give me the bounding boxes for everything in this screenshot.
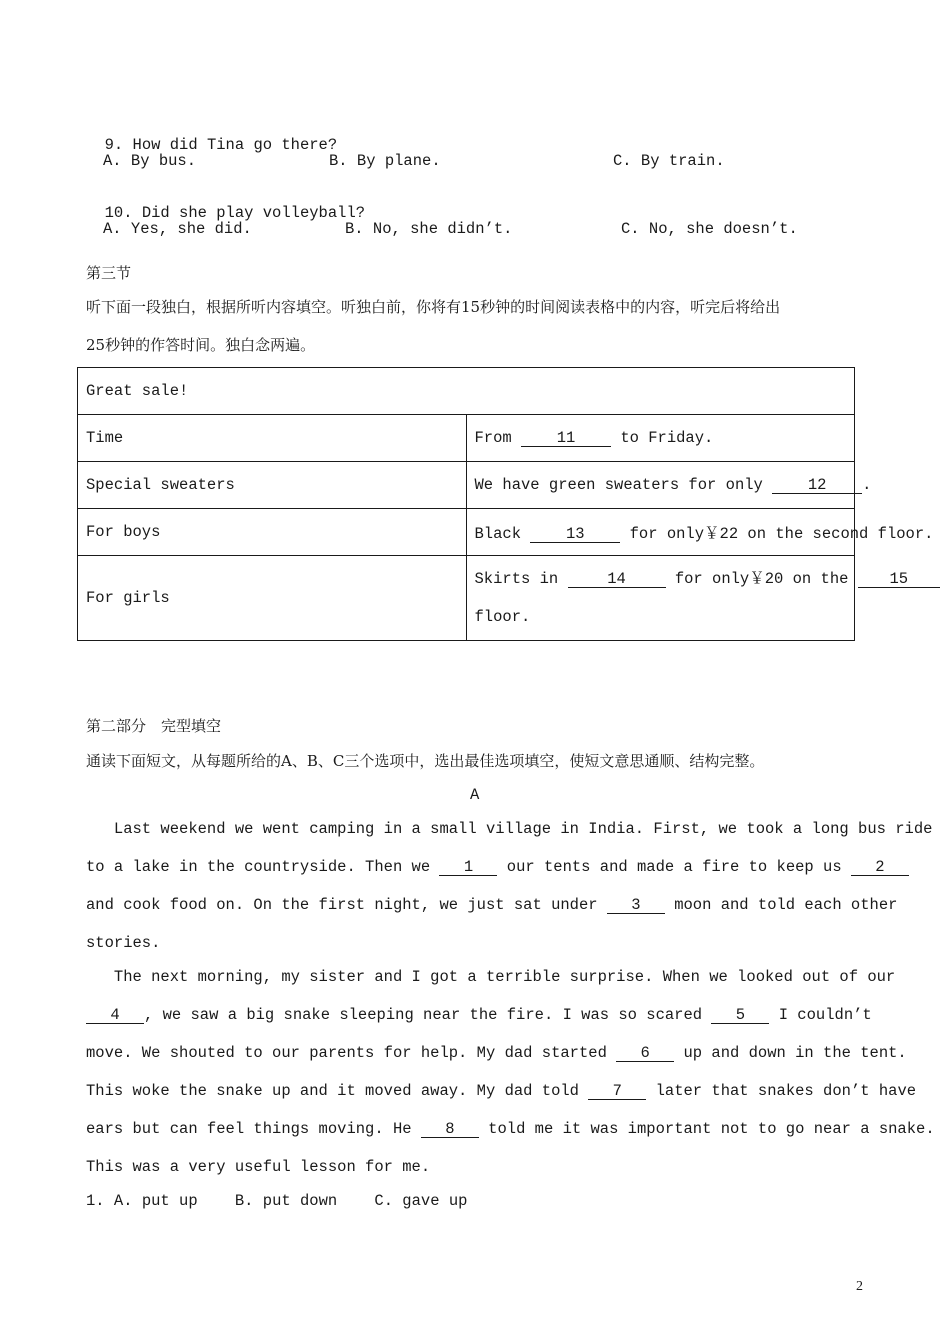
passage-line: stories. <box>86 934 161 952</box>
cloze-blank: 7 <box>588 1083 646 1100</box>
cloze-blank: 1 <box>439 859 497 876</box>
passage-line: move. We shouted to our parents for help. My dad started 6 up and down in the tent. <box>86 1044 907 1062</box>
cloze-question-1 <box>86 1192 467 1210</box>
table-row <box>78 415 855 462</box>
q10-option-a: A. Yes, she did. <box>103 220 252 238</box>
row-label: Special sweaters <box>78 462 467 509</box>
question-number: 9. <box>104 136 124 154</box>
cloze-blank: 2 <box>851 859 909 876</box>
row-label: For boys <box>78 509 467 556</box>
answer-blank: 15 <box>858 571 940 588</box>
part2-heading: 第二部分 完型填空 <box>86 717 222 735</box>
row-label: Time <box>78 415 467 462</box>
passage-line: Last weekend we went camping in a small village in India. First, we took a long bus ride <box>86 820 933 838</box>
row-label: For girls <box>78 556 467 641</box>
q9-option-b: B. By plane. <box>329 152 441 170</box>
row-value: From 11 to Friday. <box>466 415 855 462</box>
passage-label: A <box>470 786 480 804</box>
table-row <box>78 368 855 415</box>
section3-instruction-line2: 25秒钟的作答时间。独白念两遍。 <box>86 336 316 354</box>
answer-blank: 12 <box>772 477 862 494</box>
passage-line: This was a very useful lesson for me. <box>86 1158 431 1176</box>
q10-option-b: B. No, she didn’t. <box>345 220 513 238</box>
cloze-blank: 5 <box>711 1007 769 1024</box>
part2-instruction: 通读下面短文，从每题所给的A、B、C三个选项中，选出最佳选项填空，使短文意思通顺、结构完整。 <box>86 752 765 770</box>
table-row <box>78 509 855 556</box>
passage-line: and cook food on. On the first night, we just sat under 3 moon and told each other <box>86 896 898 914</box>
question-number: 1. <box>86 1192 105 1210</box>
option-c: C. gave up <box>374 1192 468 1210</box>
question-9 <box>86 118 337 154</box>
question-10 <box>86 186 365 222</box>
question-text: How did Tina go there? <box>132 136 338 154</box>
cloze-blank: 8 <box>421 1121 479 1138</box>
table-title: Great sale! <box>78 368 855 415</box>
option-a: A. put up <box>113 1192 198 1210</box>
section3-heading: 第三节 <box>86 264 132 282</box>
answer-blank: 13 <box>530 526 620 543</box>
row-value: We have green sweaters for only 12 . <box>466 462 855 509</box>
sale-table <box>77 367 934 641</box>
passage-line: This woke the snake up and it moved away. My dad told 7 later that snakes don’t have <box>86 1082 917 1100</box>
q9-option-a: A. By bus. <box>103 152 197 170</box>
cloze-blank: 3 <box>607 897 665 914</box>
page-number: 2 <box>856 1279 863 1294</box>
table-row <box>78 462 855 509</box>
answer-blank: 11 <box>521 430 611 447</box>
q9-option-c: C. By train. <box>613 152 725 170</box>
passage-line: ears but can feel things moving. He 8 told me it was important not to go near a snake. <box>86 1120 935 1138</box>
question-text: Did she play volleyball? <box>141 204 366 222</box>
question-number: 10. <box>104 204 133 222</box>
passage-line: to a lake in the countryside. Then we 1 our tents and made a fire to keep us 2 <box>86 858 909 876</box>
row-value: Skirts in 14 for only￥20 on the 15 floor. <box>466 556 855 641</box>
passage-line: 4 , we saw a big snake sleeping near the fire. I was so scared 5 I couldn’t <box>86 1006 872 1024</box>
answer-blank: 14 <box>568 571 666 588</box>
passage-line: The next morning, my sister and I got a terrible surprise. When we looked out of our <box>86 968 896 986</box>
cloze-blank: 6 <box>616 1045 674 1062</box>
row-value: Black 13 for only￥22 on the second floor. <box>466 509 855 556</box>
table-row <box>78 556 855 641</box>
cloze-blank: 4 <box>86 1007 144 1024</box>
section3-instruction-line1: 听下面一段独白，根据所听内容填空。听独白前，你将有15秒钟的时间阅读表格中的内容，听完后将给出 <box>86 298 781 316</box>
q10-option-c: C. No, she doesn’t. <box>621 220 798 238</box>
option-b: B. put down <box>234 1192 338 1210</box>
